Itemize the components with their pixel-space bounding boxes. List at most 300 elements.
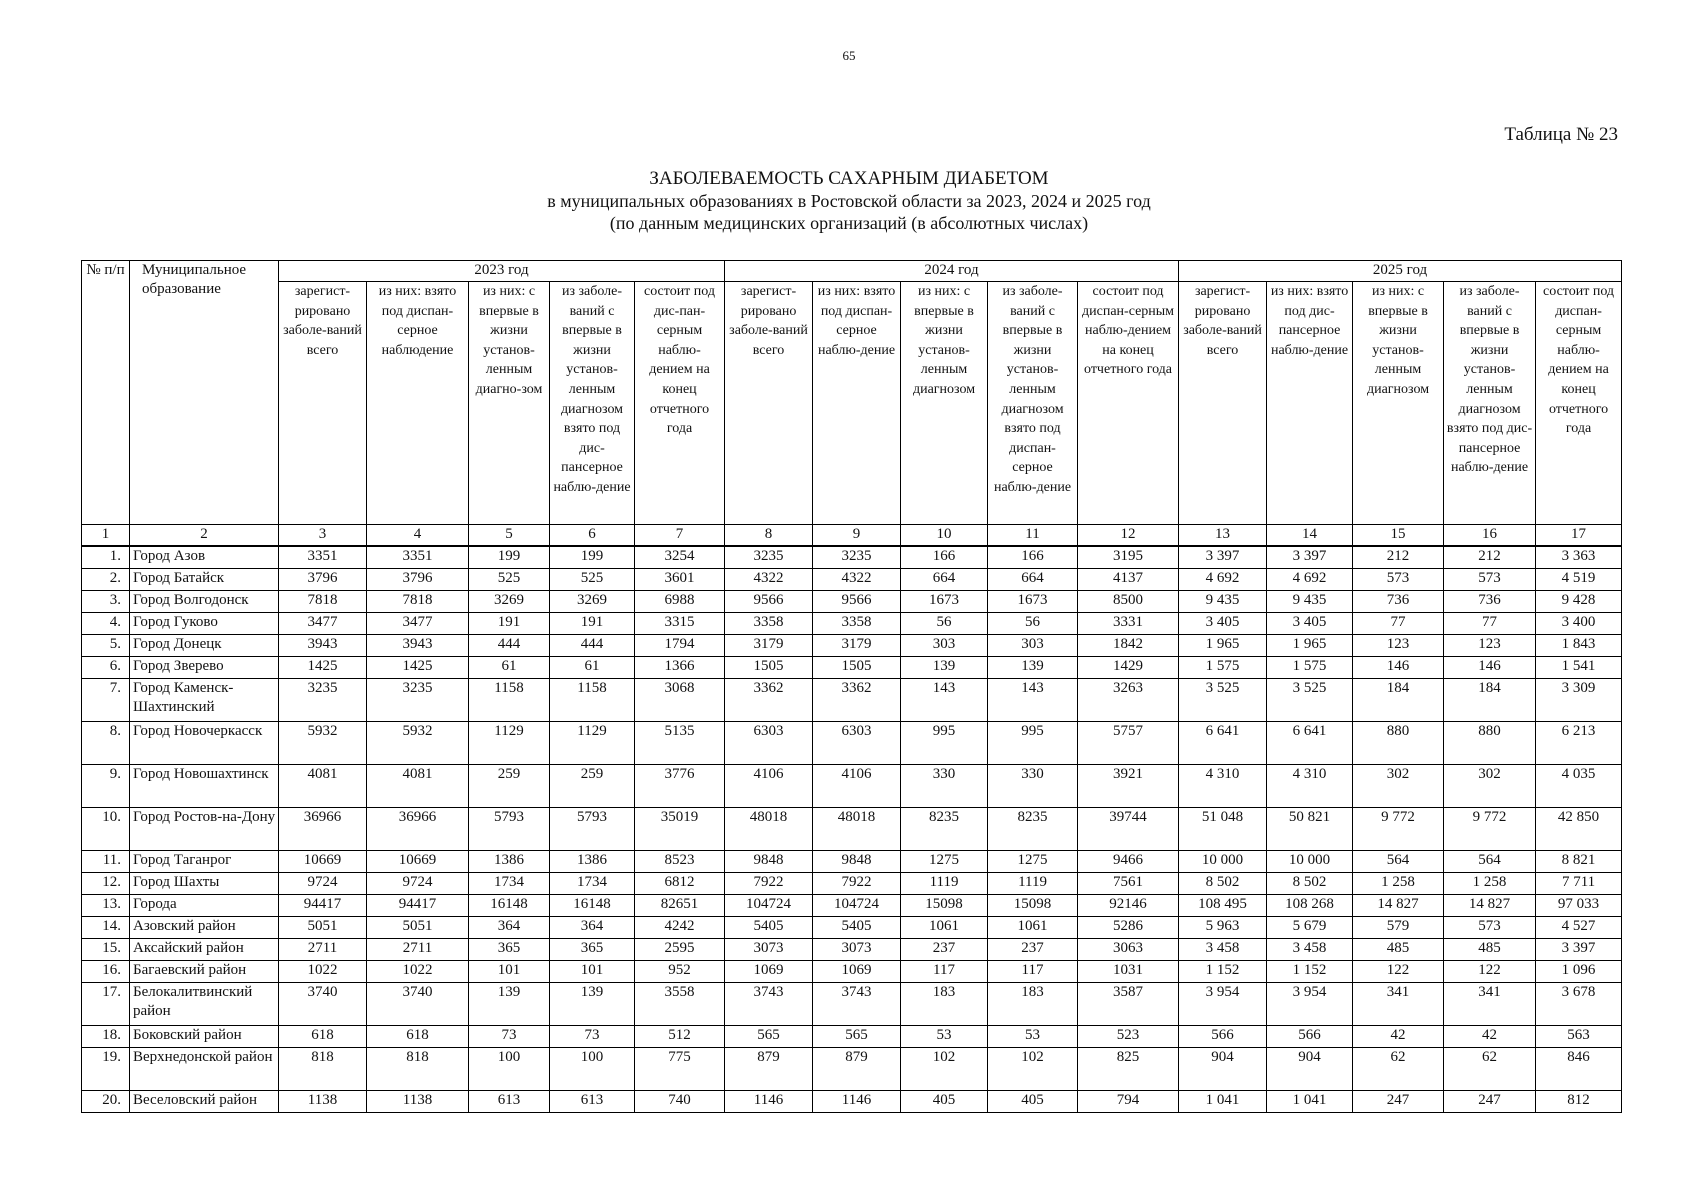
- municipality-name: Город Шахты: [130, 873, 279, 895]
- municipality-name: Город Таганрог: [130, 851, 279, 873]
- value-cell: 405: [988, 1091, 1078, 1113]
- municipality-name: Город Каменск-Шахтинский: [130, 679, 279, 722]
- value-cell: 212: [1353, 546, 1444, 569]
- value-cell: 525: [469, 569, 550, 591]
- table-row: [82, 808, 1622, 851]
- value-cell: 104724: [725, 895, 813, 917]
- title-line-3: (по данным медицинских организаций (в абсолютных числах): [609, 213, 1089, 233]
- value-cell: 3235: [279, 679, 367, 722]
- column-number: 4: [367, 525, 469, 547]
- row-number: 7.: [82, 679, 130, 722]
- value-cell: 3 954: [1267, 983, 1353, 1026]
- value-cell: 184: [1353, 679, 1444, 722]
- value-cell: 4 035: [1536, 765, 1622, 808]
- value-cell: 303: [988, 635, 1078, 657]
- value-cell: 3 458: [1179, 939, 1267, 961]
- value-cell: 82651: [635, 895, 725, 917]
- value-cell: 3063: [1078, 939, 1179, 961]
- value-cell: 995: [988, 722, 1078, 765]
- value-cell: 100: [469, 1048, 550, 1091]
- value-cell: 1734: [469, 873, 550, 895]
- value-cell: 2711: [279, 939, 367, 961]
- value-cell: 3269: [469, 591, 550, 613]
- subheader-cell: из них: взято под диспан-серное наблюдение: [367, 282, 469, 525]
- table-row: [82, 873, 1622, 895]
- value-cell: 166: [901, 546, 988, 569]
- value-cell: 1146: [725, 1091, 813, 1113]
- value-cell: 3235: [813, 546, 901, 569]
- value-cell: 1 041: [1267, 1091, 1353, 1113]
- value-cell: 146: [1444, 657, 1536, 679]
- value-cell: 56: [988, 613, 1078, 635]
- value-cell: 3 405: [1179, 613, 1267, 635]
- subheader-cell: зарегист-рировано заболе-ваний всего: [725, 282, 813, 525]
- value-cell: 879: [813, 1048, 901, 1091]
- value-cell: 139: [901, 657, 988, 679]
- value-cell: 42: [1353, 1026, 1444, 1048]
- value-cell: 4137: [1078, 569, 1179, 591]
- value-cell: 97 033: [1536, 895, 1622, 917]
- value-cell: 302: [1444, 765, 1536, 808]
- value-cell: 3 400: [1536, 613, 1622, 635]
- row-number: 14.: [82, 917, 130, 939]
- value-cell: 1 258: [1444, 873, 1536, 895]
- value-cell: 61: [550, 657, 635, 679]
- value-cell: 3362: [813, 679, 901, 722]
- title-block: [0, 168, 1698, 234]
- value-cell: 108 268: [1267, 895, 1353, 917]
- column-number: 7: [635, 525, 725, 547]
- table-row: [82, 939, 1622, 961]
- value-cell: 1505: [813, 657, 901, 679]
- value-cell: 1673: [901, 591, 988, 613]
- value-cell: 564: [1353, 851, 1444, 873]
- value-cell: 3921: [1078, 765, 1179, 808]
- column-number: 3: [279, 525, 367, 547]
- column-number: 17: [1536, 525, 1622, 547]
- value-cell: 566: [1267, 1026, 1353, 1048]
- value-cell: 4322: [725, 569, 813, 591]
- column-number: 5: [469, 525, 550, 547]
- subheader-cell: из заболе-ваний с впервые в жизни установ-ленным диагнозом взято под диспан-серное наблю-дение: [988, 282, 1078, 525]
- value-cell: 36966: [279, 808, 367, 851]
- value-cell: 9566: [725, 591, 813, 613]
- table-row: [82, 917, 1622, 939]
- value-cell: 8235: [988, 808, 1078, 851]
- header-year-2024: 2024 год: [725, 261, 1179, 282]
- municipality-name: Город Новошахтинск: [130, 765, 279, 808]
- value-cell: 62: [1353, 1048, 1444, 1091]
- value-cell: 1158: [469, 679, 550, 722]
- municipality-name: Город Азов: [130, 546, 279, 569]
- value-cell: 36966: [367, 808, 469, 851]
- value-cell: 7818: [367, 591, 469, 613]
- value-cell: 4 692: [1267, 569, 1353, 591]
- value-cell: 3 363: [1536, 546, 1622, 569]
- header-municipality: Муниципальное образование: [130, 261, 279, 525]
- table-row: [82, 983, 1622, 1026]
- value-cell: 3254: [635, 546, 725, 569]
- value-cell: 1069: [813, 961, 901, 983]
- value-cell: 1794: [635, 635, 725, 657]
- value-cell: 1842: [1078, 635, 1179, 657]
- value-cell: 8 821: [1536, 851, 1622, 873]
- value-cell: 143: [901, 679, 988, 722]
- value-cell: 102: [988, 1048, 1078, 1091]
- value-cell: 9848: [813, 851, 901, 873]
- value-cell: 566: [1179, 1026, 1267, 1048]
- value-cell: 5 679: [1267, 917, 1353, 939]
- municipality-name: Город Волгодонск: [130, 591, 279, 613]
- value-cell: 1366: [635, 657, 725, 679]
- value-cell: 3358: [725, 613, 813, 635]
- row-number: 2.: [82, 569, 130, 591]
- value-cell: 48018: [813, 808, 901, 851]
- column-number: 16: [1444, 525, 1536, 547]
- value-cell: 995: [901, 722, 988, 765]
- value-cell: 512: [635, 1026, 725, 1048]
- value-cell: 879: [725, 1048, 813, 1091]
- value-cell: 1386: [550, 851, 635, 873]
- municipality-name: Веселовский район: [130, 1091, 279, 1113]
- value-cell: 61: [469, 657, 550, 679]
- value-cell: 1 096: [1536, 961, 1622, 983]
- value-cell: 1138: [367, 1091, 469, 1113]
- value-cell: 3943: [279, 635, 367, 657]
- value-cell: 405: [901, 1091, 988, 1113]
- value-cell: 904: [1179, 1048, 1267, 1091]
- value-cell: 94417: [367, 895, 469, 917]
- value-cell: 14 827: [1353, 895, 1444, 917]
- value-cell: 143: [988, 679, 1078, 722]
- value-cell: 9466: [1078, 851, 1179, 873]
- value-cell: 303: [901, 635, 988, 657]
- value-cell: 6812: [635, 873, 725, 895]
- value-cell: 117: [988, 961, 1078, 983]
- value-cell: 3315: [635, 613, 725, 635]
- table-row: [82, 635, 1622, 657]
- value-cell: 42 850: [1536, 808, 1622, 851]
- value-cell: 77: [1444, 613, 1536, 635]
- value-cell: 73: [469, 1026, 550, 1048]
- row-number: 6.: [82, 657, 130, 679]
- value-cell: 8523: [635, 851, 725, 873]
- value-cell: 247: [1353, 1091, 1444, 1113]
- row-number: 10.: [82, 808, 130, 851]
- value-cell: 3073: [725, 939, 813, 961]
- value-cell: 39744: [1078, 808, 1179, 851]
- municipality-name: Города: [130, 895, 279, 917]
- value-cell: 3743: [725, 983, 813, 1026]
- value-cell: 7 711: [1536, 873, 1622, 895]
- value-cell: 523: [1078, 1026, 1179, 1048]
- value-cell: 365: [550, 939, 635, 961]
- value-cell: 564: [1444, 851, 1536, 873]
- value-cell: 50 821: [1267, 808, 1353, 851]
- value-cell: 579: [1353, 917, 1444, 939]
- value-cell: 8 502: [1267, 873, 1353, 895]
- table-row: [82, 1091, 1622, 1113]
- row-number: 19.: [82, 1048, 130, 1091]
- value-cell: 1061: [988, 917, 1078, 939]
- value-cell: 3263: [1078, 679, 1179, 722]
- value-cell: 212: [1444, 546, 1536, 569]
- table-row: [82, 895, 1622, 917]
- value-cell: 6988: [635, 591, 725, 613]
- row-number: 4.: [82, 613, 130, 635]
- value-cell: 9724: [279, 873, 367, 895]
- value-cell: 3477: [367, 613, 469, 635]
- subheader-cell: зарегист-рировано заболе-ваний всего: [1179, 282, 1267, 525]
- value-cell: 4 527: [1536, 917, 1622, 939]
- value-cell: 3 397: [1267, 546, 1353, 569]
- value-cell: 1 258: [1353, 873, 1444, 895]
- value-cell: 122: [1353, 961, 1444, 983]
- value-cell: 3943: [367, 635, 469, 657]
- value-cell: 565: [813, 1026, 901, 1048]
- table-row: [82, 961, 1622, 983]
- value-cell: 444: [469, 635, 550, 657]
- value-cell: 3 458: [1267, 939, 1353, 961]
- value-cell: 9566: [813, 591, 901, 613]
- value-cell: 73: [550, 1026, 635, 1048]
- value-cell: 101: [469, 961, 550, 983]
- value-cell: 4106: [725, 765, 813, 808]
- value-cell: 812: [1536, 1091, 1622, 1113]
- value-cell: 3179: [813, 635, 901, 657]
- value-cell: 117: [901, 961, 988, 983]
- subheader-cell: из них: с впервые в жизни установ-ленным диагно-зом: [469, 282, 550, 525]
- value-cell: 664: [988, 569, 1078, 591]
- value-cell: 14 827: [1444, 895, 1536, 917]
- value-cell: 3740: [367, 983, 469, 1026]
- value-cell: 259: [550, 765, 635, 808]
- value-cell: 62: [1444, 1048, 1536, 1091]
- value-cell: 880: [1353, 722, 1444, 765]
- value-cell: 904: [1267, 1048, 1353, 1091]
- value-cell: 9 772: [1353, 808, 1444, 851]
- value-cell: 123: [1353, 635, 1444, 657]
- municipality-name: Город Донецк: [130, 635, 279, 657]
- value-cell: 563: [1536, 1026, 1622, 1048]
- value-cell: 3269: [550, 591, 635, 613]
- value-cell: 104724: [813, 895, 901, 917]
- subheader-cell: зарегист-рировано заболе-ваний всего: [279, 282, 367, 525]
- row-number: 5.: [82, 635, 130, 657]
- value-cell: 3 525: [1179, 679, 1267, 722]
- value-cell: 1 843: [1536, 635, 1622, 657]
- value-cell: 1119: [901, 873, 988, 895]
- value-cell: 1138: [279, 1091, 367, 1113]
- value-cell: 3601: [635, 569, 725, 591]
- value-cell: 8 502: [1179, 873, 1267, 895]
- value-cell: 7561: [1078, 873, 1179, 895]
- value-cell: 139: [469, 983, 550, 1026]
- value-cell: 573: [1444, 569, 1536, 591]
- column-number: 2: [130, 525, 279, 547]
- column-number: 11: [988, 525, 1078, 547]
- value-cell: 94417: [279, 895, 367, 917]
- municipality-name: Город Новочеркасск: [130, 722, 279, 765]
- value-cell: 5 963: [1179, 917, 1267, 939]
- subheader-cell: из них: с впервые в жизни установ-ленным диагнозом: [901, 282, 988, 525]
- value-cell: 5793: [469, 808, 550, 851]
- value-cell: 3 397: [1536, 939, 1622, 961]
- value-cell: 1022: [279, 961, 367, 983]
- value-cell: 1119: [988, 873, 1078, 895]
- column-number: 14: [1267, 525, 1353, 547]
- municipality-name: Боковский район: [130, 1026, 279, 1048]
- column-number: 10: [901, 525, 988, 547]
- value-cell: 3351: [279, 546, 367, 569]
- value-cell: 1 965: [1179, 635, 1267, 657]
- value-cell: 3587: [1078, 983, 1179, 1026]
- value-cell: 1505: [725, 657, 813, 679]
- value-cell: 1 541: [1536, 657, 1622, 679]
- value-cell: 42: [1444, 1026, 1536, 1048]
- value-cell: 4081: [367, 765, 469, 808]
- value-cell: 3743: [813, 983, 901, 1026]
- value-cell: 259: [469, 765, 550, 808]
- value-cell: 9 772: [1444, 808, 1536, 851]
- value-cell: 618: [279, 1026, 367, 1048]
- value-cell: 9724: [367, 873, 469, 895]
- value-cell: 736: [1353, 591, 1444, 613]
- value-cell: 1069: [725, 961, 813, 983]
- table-row: [82, 722, 1622, 765]
- value-cell: 5286: [1078, 917, 1179, 939]
- header-num: № п/п: [82, 261, 130, 525]
- value-cell: 775: [635, 1048, 725, 1091]
- value-cell: 100: [550, 1048, 635, 1091]
- value-cell: 1425: [367, 657, 469, 679]
- row-number: 11.: [82, 851, 130, 873]
- value-cell: 5405: [725, 917, 813, 939]
- value-cell: 485: [1444, 939, 1536, 961]
- value-cell: 1 041: [1179, 1091, 1267, 1113]
- value-cell: 9848: [725, 851, 813, 873]
- value-cell: 618: [367, 1026, 469, 1048]
- value-cell: 5757: [1078, 722, 1179, 765]
- subheader-cell: из заболе-ваний с впервые в жизни установ-ленным диагнозом взято под дис-пансерное наблю-дение: [550, 282, 635, 525]
- value-cell: 364: [469, 917, 550, 939]
- municipality-name: Город Зверево: [130, 657, 279, 679]
- value-cell: 166: [988, 546, 1078, 569]
- value-cell: 6 641: [1179, 722, 1267, 765]
- value-cell: 525: [550, 569, 635, 591]
- value-cell: 302: [1353, 765, 1444, 808]
- table-row: [82, 851, 1622, 873]
- value-cell: 3073: [813, 939, 901, 961]
- value-cell: 6303: [725, 722, 813, 765]
- value-cell: 16148: [469, 895, 550, 917]
- value-cell: 1386: [469, 851, 550, 873]
- table-row: [82, 679, 1622, 722]
- value-cell: 5135: [635, 722, 725, 765]
- value-cell: 9 428: [1536, 591, 1622, 613]
- header-year-2025: 2025 год: [1179, 261, 1622, 282]
- value-cell: 191: [469, 613, 550, 635]
- row-number: 3.: [82, 591, 130, 613]
- value-cell: 4 519: [1536, 569, 1622, 591]
- value-cell: 2595: [635, 939, 725, 961]
- value-cell: 3235: [725, 546, 813, 569]
- value-cell: 818: [279, 1048, 367, 1091]
- title-line-1: ЗАБОЛЕВАЕМОСТЬ САХАРНЫМ ДИАБЕТОМ: [649, 168, 1049, 189]
- municipality-name: Азовский район: [130, 917, 279, 939]
- value-cell: 247: [1444, 1091, 1536, 1113]
- value-cell: 101: [550, 961, 635, 983]
- value-cell: 1031: [1078, 961, 1179, 983]
- value-cell: 102: [901, 1048, 988, 1091]
- value-cell: 613: [469, 1091, 550, 1113]
- value-cell: 51 048: [1179, 808, 1267, 851]
- value-cell: 3 525: [1267, 679, 1353, 722]
- value-cell: 880: [1444, 722, 1536, 765]
- municipality-name: Город Батайск: [130, 569, 279, 591]
- header-year-2023: 2023 год: [279, 261, 725, 282]
- subheader-cell: состоит под диспан-серным наблю-дением на конец отчетного года: [1078, 282, 1179, 525]
- value-cell: 183: [901, 983, 988, 1026]
- value-cell: 952: [635, 961, 725, 983]
- value-cell: 3 678: [1536, 983, 1622, 1026]
- table-row: [82, 1026, 1622, 1048]
- value-cell: 818: [367, 1048, 469, 1091]
- value-cell: 1275: [901, 851, 988, 873]
- value-cell: 237: [901, 939, 988, 961]
- row-number: 15.: [82, 939, 130, 961]
- municipality-name: Верхнедонской район: [130, 1048, 279, 1091]
- row-number: 20.: [82, 1091, 130, 1113]
- row-number: 9.: [82, 765, 130, 808]
- value-cell: 1022: [367, 961, 469, 983]
- value-cell: 3740: [279, 983, 367, 1026]
- value-cell: 77: [1353, 613, 1444, 635]
- value-cell: 10669: [367, 851, 469, 873]
- value-cell: 35019: [635, 808, 725, 851]
- table-row: [82, 613, 1622, 635]
- value-cell: 846: [1536, 1048, 1622, 1091]
- value-cell: 794: [1078, 1091, 1179, 1113]
- value-cell: 3068: [635, 679, 725, 722]
- row-number: 12.: [82, 873, 130, 895]
- value-cell: 573: [1444, 917, 1536, 939]
- value-cell: 7922: [813, 873, 901, 895]
- value-cell: 1129: [469, 722, 550, 765]
- value-cell: 48018: [725, 808, 813, 851]
- value-cell: 10669: [279, 851, 367, 873]
- value-cell: 10 000: [1267, 851, 1353, 873]
- subheader-cell: состоит под дис-пан-серным наблю-дением на конец отчетного года: [635, 282, 725, 525]
- row-number: 18.: [82, 1026, 130, 1048]
- subheader-cell: состоит под диспан-серным наблю-дением на конец отчетного года: [1536, 282, 1622, 525]
- value-cell: 1 575: [1179, 657, 1267, 679]
- value-cell: 664: [901, 569, 988, 591]
- row-number: 1.: [82, 546, 130, 569]
- value-cell: 1158: [550, 679, 635, 722]
- value-cell: 3796: [279, 569, 367, 591]
- value-cell: 7818: [279, 591, 367, 613]
- value-cell: 3558: [635, 983, 725, 1026]
- value-cell: 5405: [813, 917, 901, 939]
- value-cell: 6 213: [1536, 722, 1622, 765]
- value-cell: 3 954: [1179, 983, 1267, 1026]
- column-number: 6: [550, 525, 635, 547]
- municipality-name: Город Гуково: [130, 613, 279, 635]
- value-cell: 4 692: [1179, 569, 1267, 591]
- value-cell: 364: [550, 917, 635, 939]
- value-cell: 8500: [1078, 591, 1179, 613]
